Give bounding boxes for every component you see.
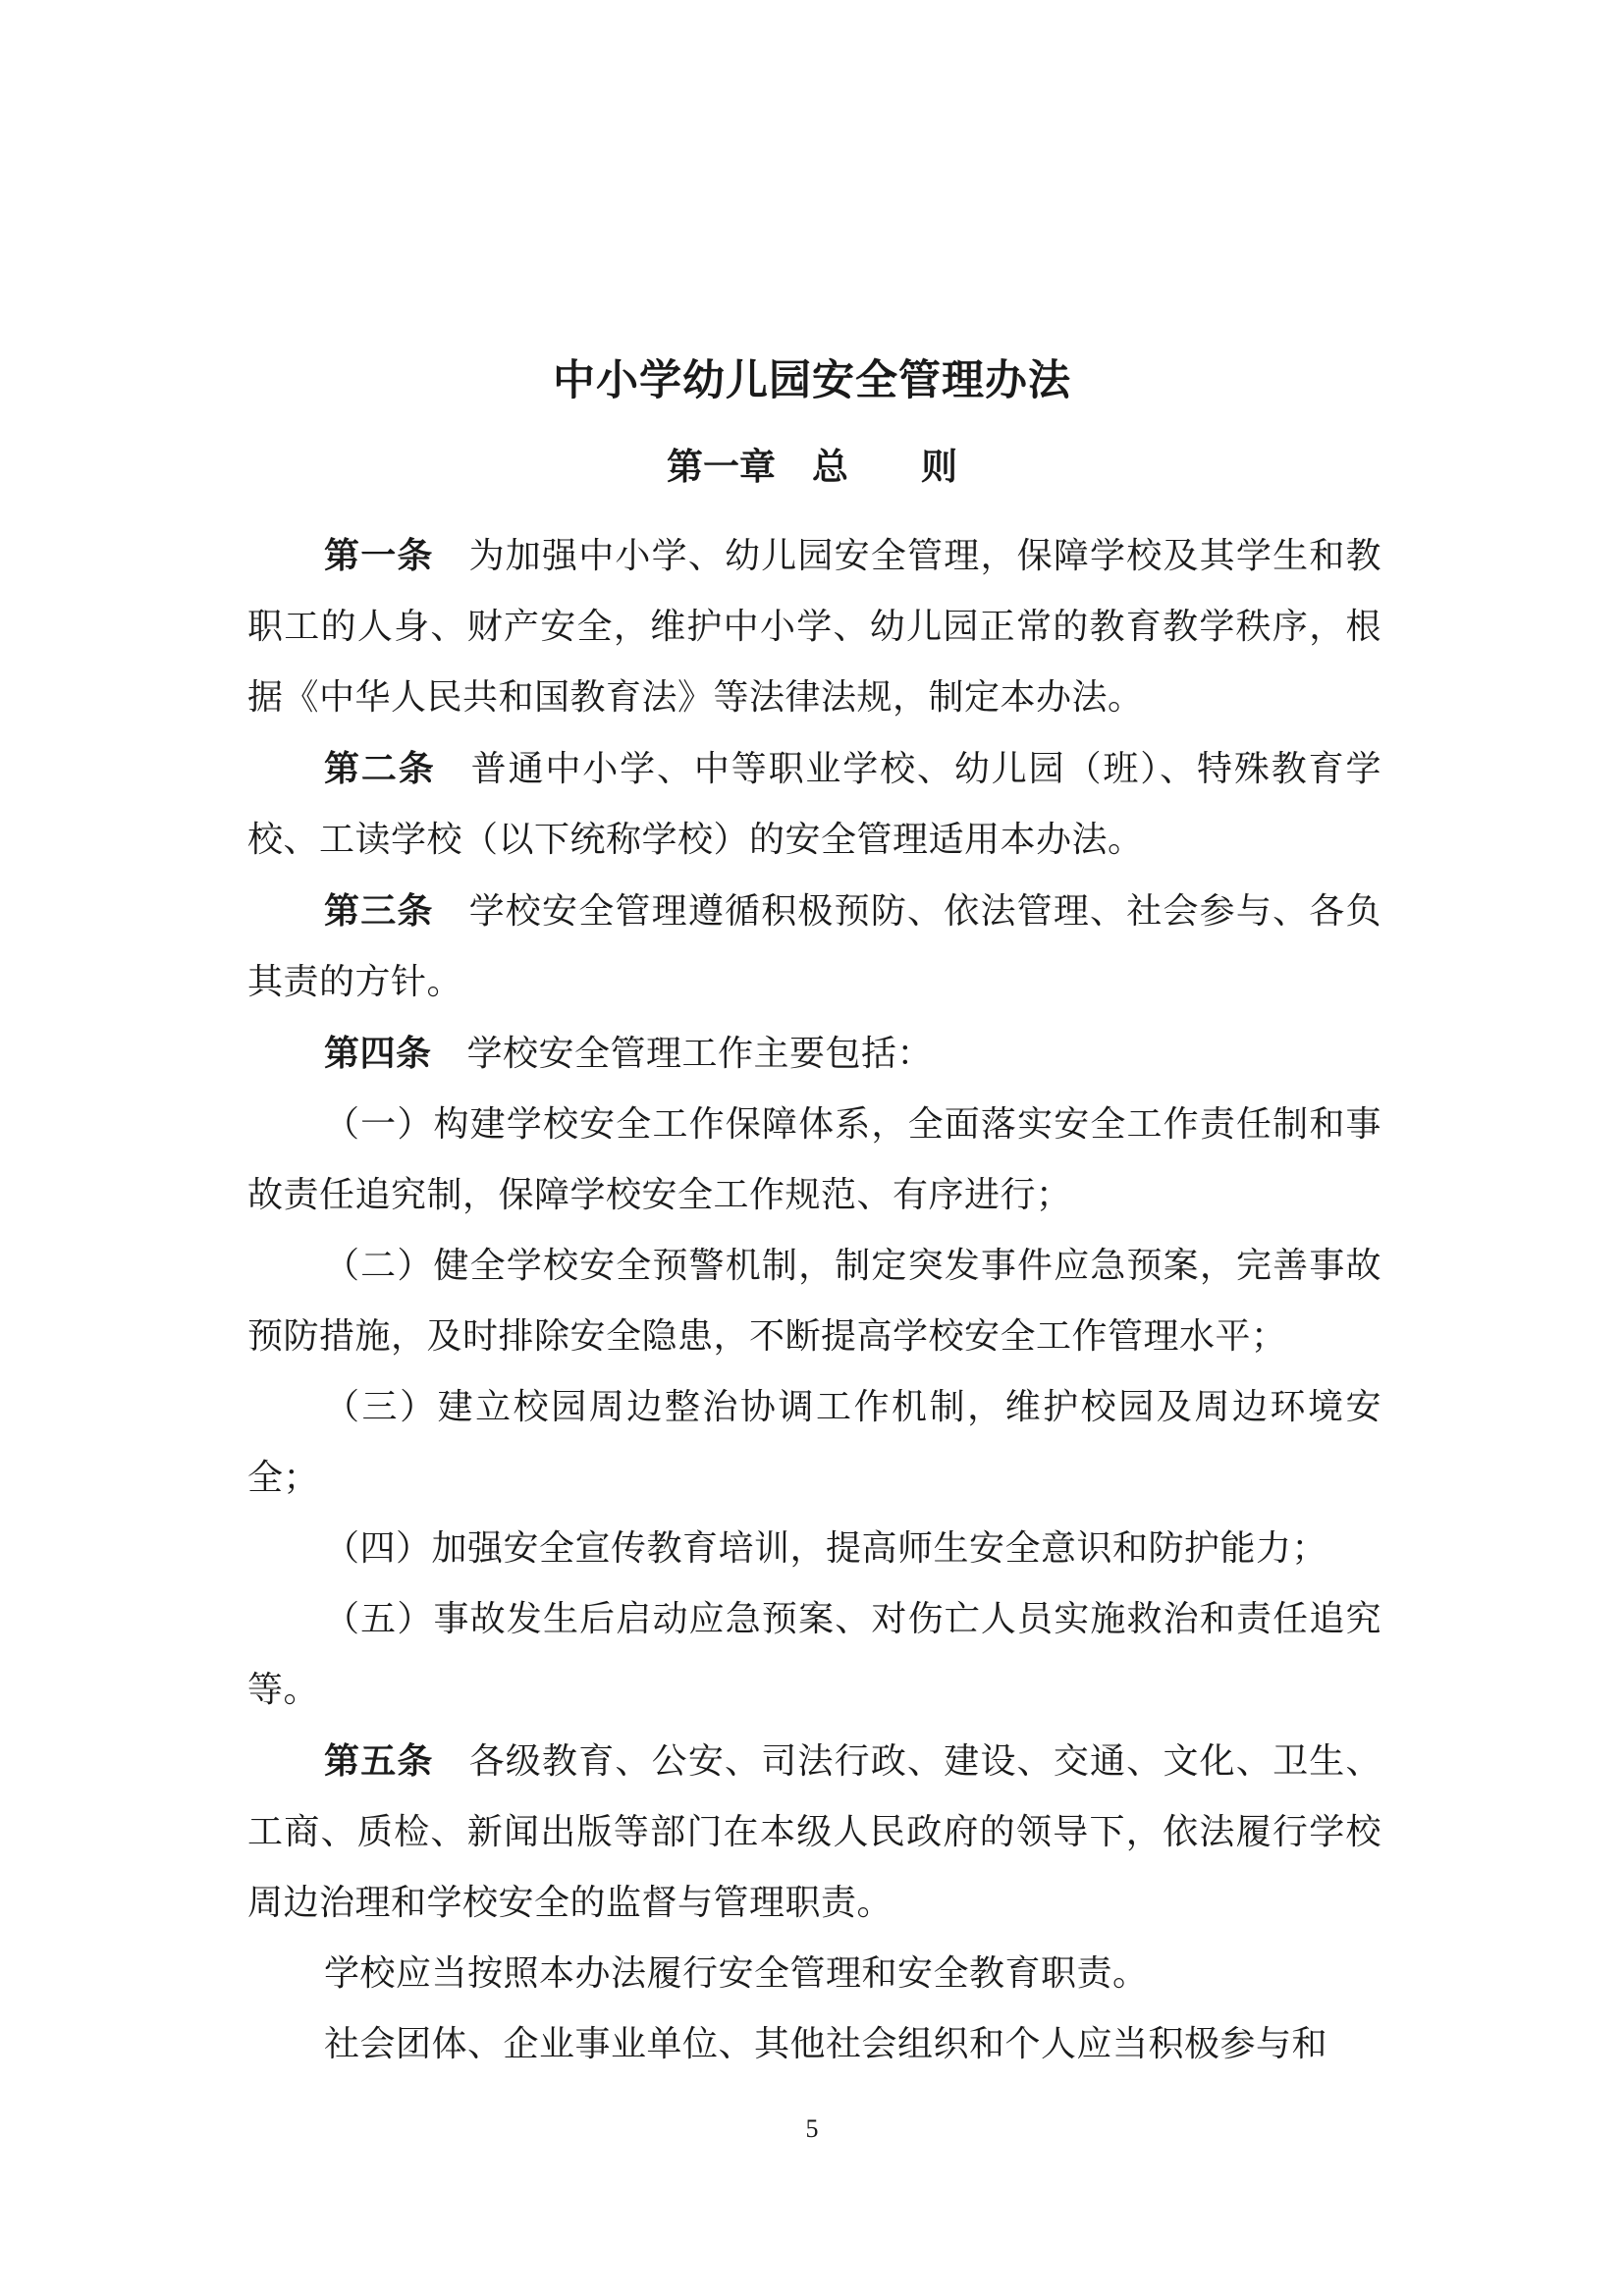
chapter-heading: 第一章 总 则 [667, 445, 957, 488]
article-text: 为加强中小学、幼儿园安全管理，保障学校及其学生和教职工的人身、财产安全，维护中小学、幼儿园正常的教育教学秩序，根据《中华人民共和国教育法》等法律法规，制定本办法。 [247, 536, 1381, 718]
article-label: 第四条 [324, 1033, 432, 1074]
article-label: 第二条 [324, 748, 436, 789]
article-4-item-4: （四）加强安全宣传教育培训，提高师生安全意识和防护能力； [324, 1528, 1328, 1569]
article-text: 学校安全管理工作主要包括： [466, 1034, 934, 1074]
article-text: 各级教育、公安、司法行政、建设、交通、文化、卫生、工商、质检、新闻出版等部门在本级人民政府的领导下，依法履行学校周边治理和学校安全的监督与管理职责。 [247, 1741, 1381, 1923]
article-label: 第一条 [324, 535, 434, 576]
article-4-item-5: （五）事故发生后启动应急预案、对伤亡人员实施救治和责任追究等。 [247, 1599, 1381, 1710]
page-number: 5 [805, 2114, 819, 2143]
article-label: 第三条 [324, 890, 434, 932]
article-4 [247, 1018, 1381, 1090]
article-text: 普通中小学、中等职业学校、幼儿园（班）、特殊教育学校、工读学校（以下统称学校）的安全管理适用本办法。 [247, 749, 1381, 860]
document-title: 中小学幼儿园安全管理办法 [553, 356, 1071, 405]
article-4-item-1: （一）构建学校安全工作保障体系，全面落实安全工作责任制和事故责任追究制，保障学校安全工作规范、有序进行； [247, 1104, 1381, 1215]
article-5 [247, 1726, 1381, 1939]
article-5-paragraph-3: 社会团体、企业事业单位、其他社会组织和个人应当积极参与和 [324, 2024, 1328, 2064]
article-4-item-3: （三）建立校园周边整治协调工作机制，维护校园及周边环境安全； [247, 1387, 1381, 1498]
article-3 [247, 876, 1381, 1018]
article-2 [247, 733, 1381, 876]
document-body [247, 520, 1381, 2080]
article-text: 学校安全管理遵循积极预防、依法管理、社会参与、各负其责的方针。 [247, 891, 1381, 1002]
article-4-item-2: （二）健全学校安全预警机制，制定突发事件应急预案，完善事故预防措施，及时排除安全隐患，不断提高学校安全工作管理水平； [247, 1246, 1381, 1357]
article-label: 第五条 [324, 1740, 434, 1782]
article-5-paragraph-2: 学校应当按照本办法履行安全管理和安全教育职责。 [324, 1953, 1149, 1994]
article-1 [247, 520, 1381, 733]
